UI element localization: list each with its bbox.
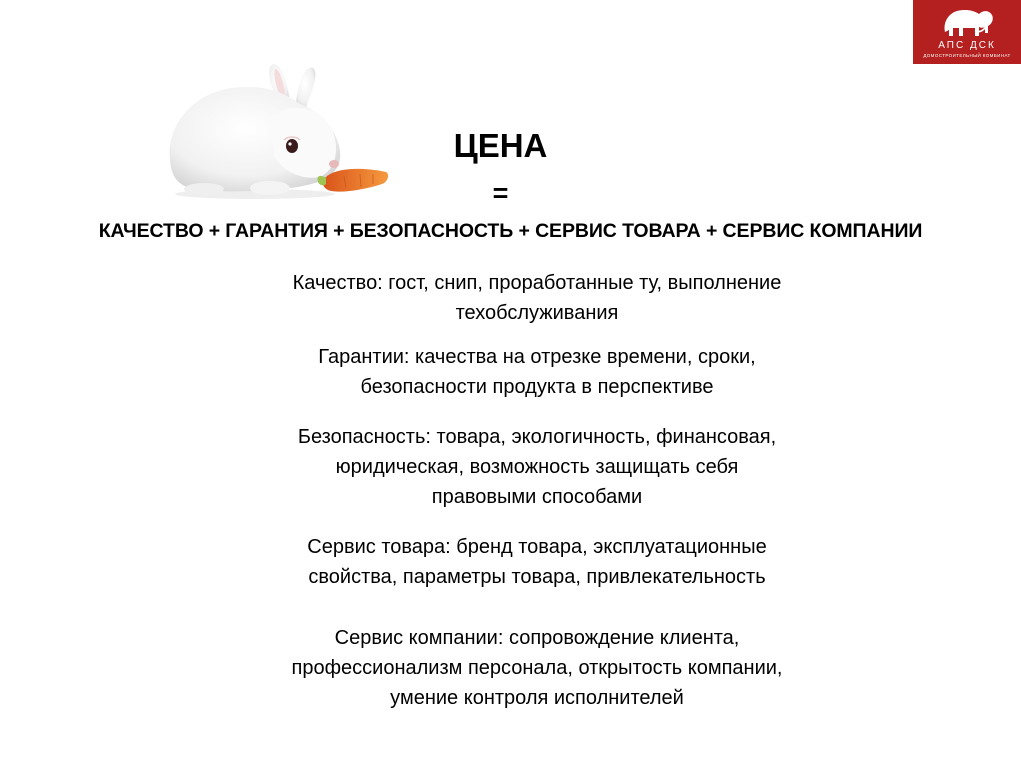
paragraph-line: Сервис товара: бренд товара, эксплуатационные: [307, 536, 767, 558]
paragraph-guarantee: [237, 342, 837, 402]
paragraph-quality: [237, 268, 837, 328]
paragraph-line: свойства, параметры товара, привлекательность: [308, 566, 766, 588]
price-title: ЦЕНА: [453, 127, 548, 164]
paragraph-product-service: [237, 532, 837, 592]
paragraph-line: Качество: гост, снип, проработанные ту, выполнение: [292, 272, 782, 294]
logo-subtitle: ДОМОСТРОИТЕЛЬНЫЙ КОМБИНАТ: [923, 53, 1011, 58]
paragraph-line: умение контроля исполнителей: [390, 687, 684, 709]
equals-sign: =: [492, 178, 509, 208]
paragraph-line: безопасности продукта в перспективе: [360, 376, 714, 398]
paragraph-line: юридическая, возможность защищать себя: [335, 456, 739, 478]
paragraph-line: Безопасность: товара, экологичность, финансовая,: [297, 426, 777, 448]
paragraph-line: техобслуживания: [455, 302, 619, 324]
logo-brand: АПС ДСК: [938, 40, 996, 51]
paragraph-line: правовыми способами: [431, 486, 643, 508]
price-formula: КАЧЕСТВО + ГАРАНТИЯ + БЕЗОПАСНОСТЬ + СЕРВИС ТОВАРА + СЕРВИС КОМПАНИИ: [98, 220, 923, 242]
paragraph-line: Сервис компании: сопровождение клиента,: [334, 627, 740, 649]
paragraph-line: профессионализм персонала, открытость компании,: [291, 657, 783, 679]
paragraph-line: Гарантии: качества на отрезке времени, сроки,: [318, 346, 756, 368]
company-logo[interactable]: [913, 0, 1021, 64]
paragraph-safety: [237, 422, 837, 512]
mammoth-icon: [939, 6, 995, 40]
paragraph-company-service: [237, 623, 837, 713]
